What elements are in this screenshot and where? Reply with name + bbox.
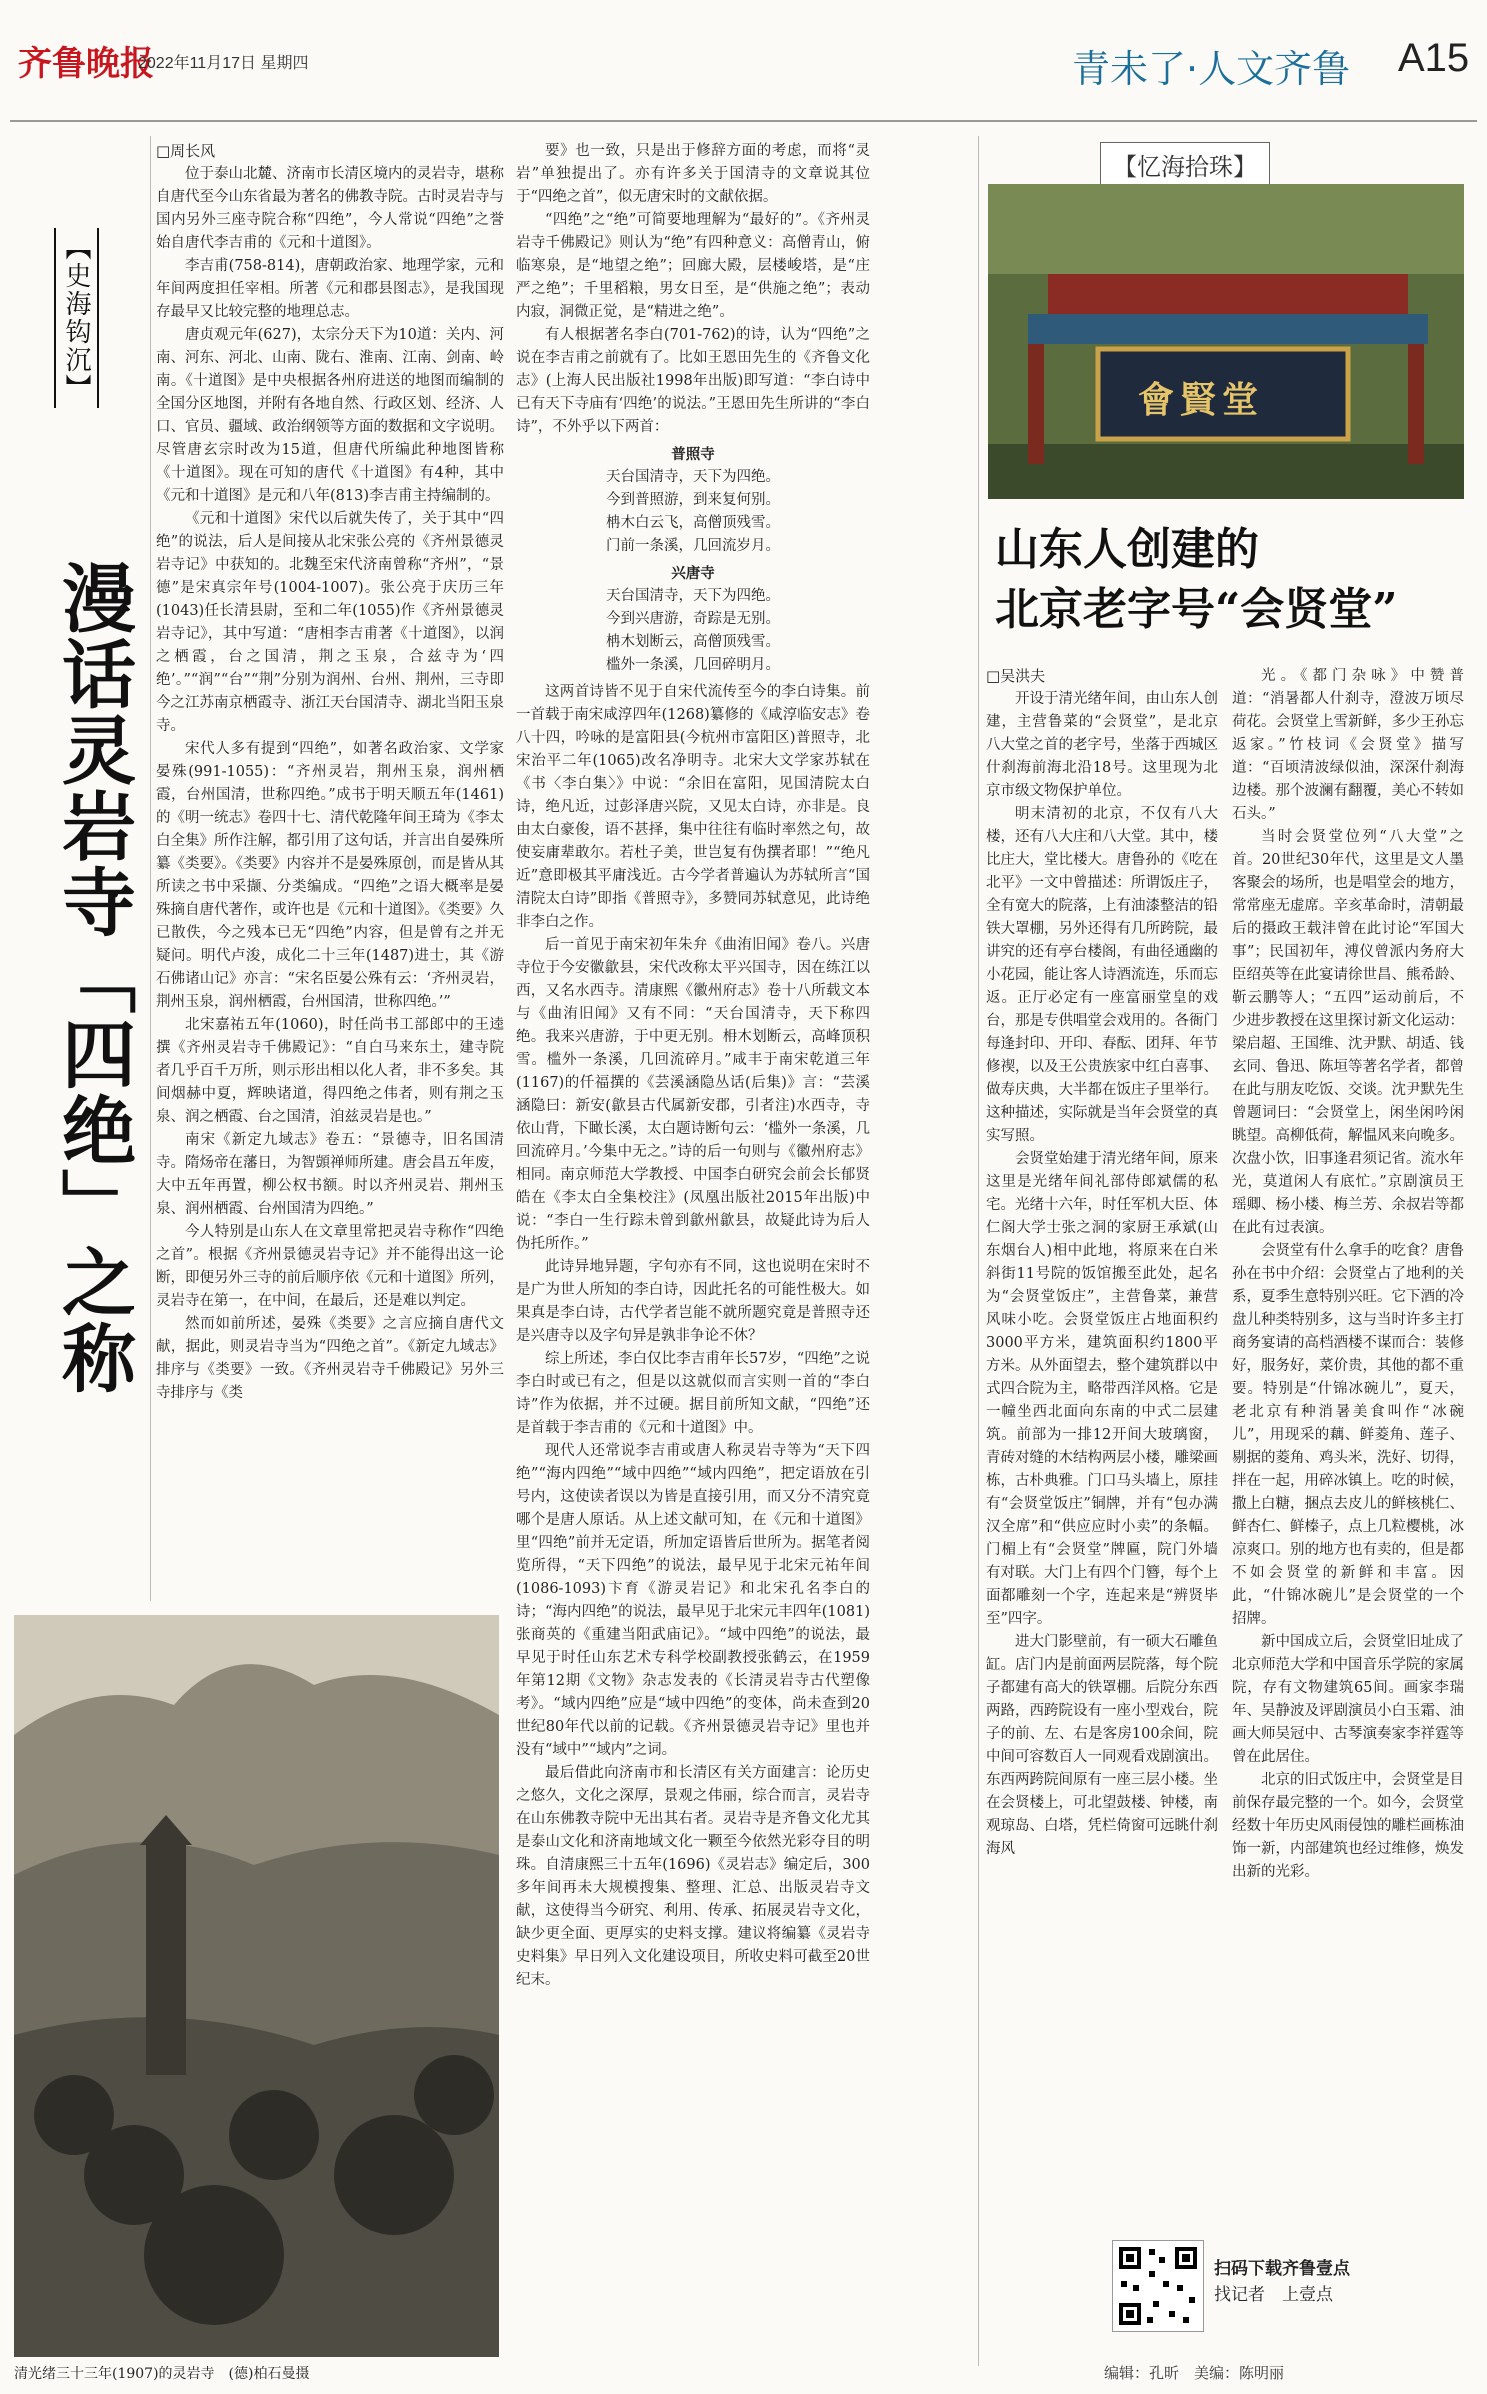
article-column-1 — [156, 140, 504, 1605]
paragraph: 会贤堂始建于清光绪年间，原来这里是光绪年间礼部侍郎斌儒的私宅。光绪十六年，时任军机大臣、体仁阁大学士张之洞的家厨王承斌(山东烟台人)相中此地，将原来在白米斜街11号院的饭馆搬至此处，起名为“会贤堂饭庄”，主营鲁菜，兼营风味小吃。会贤堂饭庄占地面积约3000平方米，建筑面积约1800平方米。从外面望去，整个建筑群以中式四合院为主，略带西洋风格。它是一幢坐西北面向东南的中式二层建筑。前部为一排12开间大玻璃窗，青砖对缝的木结构两层小楼，雕梁画栋，古朴典雅。门口马头墙上，原挂有“会贤堂饭庄”铜牌，并有“包办满汉全席”和“供应应时小卖”的条幅。门楣上有“会贤堂”牌匾，院门外墙有对联。大门上有四个门簪，每个上面都雕刻一个字，连起来是“辨贤毕至”四字。 — [986, 1151, 1218, 1627]
paragraph: 有人根据著名李白(701-762)的诗，认为“四绝”之说在李吉甫之前就有了。比如王恩田先生的《齐鲁文化志》(上海人民出版社1998年出版)即写道：“李白诗中已有天下寺庙有‘四绝’的说法。”王恩田先生所讲的“李白诗”，不外乎以下两首： — [516, 327, 870, 435]
qr-title: 扫码下载齐鲁壹点 — [1214, 2259, 1350, 2279]
paragraph: “四绝”之“绝”可简要地理解为“最好的”。《齐州灵岩寺千佛殿记》则认为“绝”有四种意义：高僧青山，俯临寒泉，是“地望之绝”；回廊大殿，层楼峻塔，是“庄严之绝”；千里稻粮，男女日至，是“供施之绝”；表动内寂，洞微正觉，是“精进之绝”。 — [516, 212, 870, 320]
paragraph: 宋代人多有提到“四绝”，如著名政治家、文学家晏殊(991-1055)：“齐州灵岩，荆州玉泉，润州栖霞，台州国清，世称四绝。”成书于明天顺五年(1461)的《明一统志》卷四十七、清代乾隆年间王琦为《李太白全集》所作注解，都引用了这句话，并言出自晏殊所纂《类要》。《类要》内容并不是晏殊原创，而是皆从其所读之书中采撷、分类编成。“四绝”之语大概率是晏殊摘自唐代著作，或许也是《元和十道图》。《类要》久已散佚，今之残本已无“四绝”内容，但是曾有之并无疑问。明代卢浚，成化二十三年(1487)进士，其《游石佛诸山记》亦言：“宋名臣晏公殊有云：‘齐州灵岩，荆州玉泉，润州栖霞，台州国清，世称四绝。’” — [156, 741, 504, 1010]
poem-xingtang — [516, 562, 870, 677]
lingyan-temple-photo — [14, 1615, 499, 2357]
column-divider — [978, 136, 979, 2366]
poem-line: 天台国清寺，天下为四绝。 — [606, 588, 780, 604]
paragraph: 会贤堂有什么拿手的吃食？唐鲁孙在书中介绍：会贤堂占了地利的关系，夏季生意特别兴旺。它下酒的冷盘儿种类特别多，这与当时许多主打商务宴请的高档酒楼不谋而合：装修好，服务好，菜价贵，其他的都不重要。特别是“什锦冰碗儿”，夏天，老北京有种消暑美食叫作“冰碗儿”，用现采的藕、鲜菱角、莲子、剔据的菱角、鸡头米，洗好、切得，拌在一起，用碎冰镇上。吃的时候，撒上白糖，捆点去皮儿的鲜核桃仁、鲜杏仁、鲜榛子，点上几粒樱桃，冰凉爽口。别的地方也有卖的，但是都不如会贤堂的新鲜和丰富。因此，“什锦冰碗儿”是会贤堂的一个招牌。 — [1232, 1243, 1464, 1627]
paragraph: 今人特别是山东人在文章里常把灵岩寺称作“四绝之首”。根据《齐州景德灵岩寺记》并不能得出这一论断，即便另外三寺的前后顺序依《元和十道图》所列，灵岩寺在第一，在中间，在最后，还是难以判定。 — [156, 1224, 504, 1309]
paragraph: 唐贞观元年(627)，太宗分天下为10道：关内、河南、河东、河北、山南、陇右、淮南、江南、剑南、岭南。《十道图》是中央根据各州府进送的地图而编制的全国分区地图，并附有各地自然、行政区划、经济、人口、官员、疆域、政治纲领等方面的数据和文字说明。尽管唐玄宗时改为15道，但唐代所编此种地图皆称《十道图》。现在可知的唐代《十道图》有4种，其中《元和十道图》是元和八年(813)李吉甫主持编制的。 — [156, 327, 504, 504]
paragraph: 北京的旧式饭庄中，会贤堂是目前保存最完整的一个。如今，会贤堂经数十年历史风雨侵蚀的雕栏画栋油饰一新，内部建筑也经过维修，焕发出新的光彩。 — [1232, 1772, 1464, 1880]
paragraph: 北宋嘉祐五年(1060)，时任尚书工部郎中的王逵撰《齐州灵岩寺千佛殿记》：“自白马来东土，建寺院者几乎百千万所，则示形出相以化人者，非不多矣。其间烟赫中夏，辉映诸道，得四绝之伟者，则有荆之玉泉、润之栖霞、台之国清，洎兹灵岩是也。” — [156, 1017, 504, 1125]
poem-line: 今到普照游，到来复何别。 — [606, 492, 780, 508]
issue-date: 2022年11月17日 星期四 — [138, 55, 309, 72]
author-byline: □周长风 — [156, 142, 216, 160]
poem-line: 柟木白云飞，高僧顶残雪。 — [606, 515, 780, 531]
paragraph: 新中国成立后，会贤堂旧址成了北京师范大学和中国音乐学院的家属院，存有文物建筑65间。画家李瑞年、吴静波及评剧演员小白玉霜、油画大师吴冠中、古琴演奏家李祥霆等曾在此居住。 — [1232, 1634, 1464, 1765]
photo-illustration — [14, 1615, 499, 2357]
photo-caption: 清光绪三十三年(1907)的灵岩寺 (德)柏石曼摄 — [14, 2366, 310, 2382]
poem-title: 普照寺 — [671, 446, 715, 463]
right-column-2 — [1232, 665, 1464, 2235]
column-tag: 【史海钩沉】 — [54, 228, 99, 408]
paragraph: 《元和十道图》宋代以后就失传了，关于其中“四绝”的说法，后人是间接从北宋张公亮的《齐州景德灵岩寺记》中获知的。北魏至宋代济南曾称“齐州”，“景德”是宋真宗年号(1004-1007)。张公亮于庆历三年(1043)任长清县尉，至和二年(1055)作《齐州景德灵岩寺记》，其中写道：“唐相李吉甫著《十道图》，以润之栖霞，台之国清，荆之玉泉，合兹寺为‘四绝’。”“润”“台”“荆”分别为润州、台州、荆州，三寺即今之江苏南京栖霞寺、浙江天台国清寺、湖北当阳玉泉寺。 — [156, 511, 504, 734]
page-number: A15 — [1398, 36, 1470, 80]
photo-illustration — [988, 184, 1464, 499]
paragraph: 综上所述，李白仅比李吉甫年长57岁，“四绝”之说李白时或已有之，但是以这就似而言实则一首的“李白诗”作为依据，并不过硬。据目前所知文献，“四绝”还是首载于李吉甫的《元和十道图》中。 — [516, 1351, 870, 1436]
title-line: 山东人创建的 — [995, 524, 1259, 575]
author-byline: □吴洪夫 — [986, 667, 1046, 685]
poem-title: 兴唐寺 — [671, 565, 715, 582]
header-rule — [10, 120, 1477, 122]
right-article-title — [995, 520, 1398, 640]
article-title: 漫话灵岩寺「四绝」之称 — [50, 560, 136, 1396]
qr-code-icon[interactable] — [1112, 2240, 1204, 2332]
paragraph: 南宋《新定九域志》卷五：“景德寺，旧名国清寺。隋炀帝在藩日，为智顗禅师所建。唐会昌五年废，大中五年再置，柳公权书额。时以齐州灵岩、荆州玉泉、润州栖霞、台州国清为四绝。” — [156, 1132, 504, 1217]
paragraph: 然而如前所述，晏殊《类要》之言应摘自唐代文献，据此，则灵岩寺当为“四绝之首”。《新定九域志》排序与《类要》一致。《齐州灵岩寺千佛殿记》另外三寺排序与《类 — [156, 1316, 504, 1401]
newspaper-logo: 齐鲁晚报 — [18, 44, 154, 84]
paragraph: 现代人还常说李吉甫或唐人称灵岩寺等为“天下四绝”“海内四绝”“域中四绝”“域内四绝”，把定语放在引号内，这使读者误以为皆是直接引用，而又分不清究竟哪个是唐人原话。从上述文献可知，在《元和十道图》里“四绝”前并无定语，所加定语皆后世所为。据笔者阅览所得，“天下四绝”的说法，最早见于北宋元祐年间(1086-1093)卞育《游灵岩记》和北宋孔名李白的诗；“海内四绝”的说法，最早见于北宋元丰四年(1081)张商英的《重建当阳武庙记》。“域中四绝”的说法，最早见于时任山东艺术专科学校副教授张鹤云，在1959年第12期《文物》杂志发表的《长清灵岩寺古代塑像考》。“域内四绝”应是“域中四绝”的变体，尚未查到20世纪80年代以前的记载。《齐州景德灵岩寺记》里也并没有“域中”“域内”之词。 — [516, 1443, 870, 1758]
poem-puzhao — [516, 443, 870, 558]
poem-line: 柟木划断云，高僧顶残雪。 — [606, 634, 780, 650]
column-tag-right: 【忆海拾珠】 — [1100, 142, 1270, 187]
poem-line: 门前一条溪，几回流岁月。 — [606, 538, 780, 554]
paragraph: 进大门影壁前，有一硕大石雕鱼缸。店门内是前面两层院落，每个院子都建有高大的铁罩棚。后院分东西两路，西跨院设有一座小型戏台，院子的前、左、右是客房100余间，院中间可容数百人一同观看戏剧演出。东西两跨院间原有一座三层小楼。坐在会贤楼上，可北望鼓楼、钟楼，南观琼岛、白塔，凭栏倚窗可远眺什刹海风 — [986, 1634, 1218, 1857]
paragraph: 后一首见于南宋初年朱弁《曲洧旧闻》卷八。兴唐寺位于今安徽歙县，宋代改称太平兴国寺，因在练江以西，又名水西寺。清康熙《徽州府志》卷十八所载文本与《曲洧旧闻》又有不同：“天台国清寺，天下称四绝。我来兴唐游，于中更无别。枏木划断云，高峰顶积雪。槛外一条溪，几回流碎月。”咸丰于南宋乾道三年(1167)的仟福撰的《芸溪涵隐丛话(后集)》言：“芸溪涵隐曰：新安(歙县古代属新安郡，引者注)水西寺，寺依山背，下瞰长溪，太白题诗断句云：‘槛外一条溪，几回流碎月。’今集中无之。”诗的后一句则与《徽州府志》相同。南京师范大学教授、中国李白研究会前会长郁贤皓在《李太白全集校注》(凤凰出版社2015年出版)中说：“李白一生行踪未曾到歙州歙县，故疑此诗为后人伪托所作。” — [516, 937, 870, 1252]
paragraph: 李吉甫(758-814)，唐朝政治家、地理学家，元和年间两度担任宰相。所著《元和郡县图志》，是我国现存最早又比较完整的地理总志。 — [156, 258, 504, 320]
paragraph: 要》也一致，只是出于修辞方面的考虑，而将“灵岩”单独提出了。亦有许多关于国清寺的文章说其位于“四绝之首”，似无唐宋时的文献依据。 — [516, 143, 870, 205]
qr-subtitle: 找记者 上壹点 — [1214, 2285, 1333, 2305]
right-column-1 — [986, 665, 1218, 2235]
paragraph: 最后借此向济南市和长清区有关方面建言：论历史之悠久，文化之深厚，景观之伟丽，综合而言，灵岩寺在山东佛教寺院中无出其右者。灵岩寺是齐鲁文化尤其是泰山文化和济南地域文化一颗至今依然光彩夺目的明珠。自清康熙三十五年(1696)《灵岩志》编定后，300多年间再未大规模搜集、整理、汇总、出版灵岩寺文献，这使得当今研究、利用、传承、拓展灵岩寺文化，缺少更全面、更厚实的史料支撑。建议将编纂《灵岩寺史料集》早日列入文化建设项目，所收史料可截至20世纪末。 — [516, 1765, 870, 1988]
paragraph: 位于泰山北麓、济南市长清区境内的灵岩寺，堪称自唐代至今山东省最为著名的佛教寺院。古时灵岩寺与国内另外三座寺院合称“四绝”，今人常说“四绝”之誉始自唐代李吉甫的《元和十道图》。 — [156, 166, 504, 251]
poem-line: 槛外一条溪，几回碎明月。 — [606, 657, 780, 673]
paragraph: 开设于清光绪年间，由山东人创建，主营鲁菜的“会贤堂”，是北京八大堂之首的老字号，坐落于西城区什刹海前海北沿18号。这里现为北京市级文物保护单位。 — [986, 691, 1218, 799]
paragraph: 明末清初的北京，不仅有八大楼，还有八大庄和八大堂。其中，楼比庄大，堂比楼大。唐鲁孙的《吃在北平》一文中曾描述：所谓饭庄子，全有宽大的院落，上有油漆整洁的铅铁大罩棚，另外还得有几所跨院，最讲究的还有亭台楼阁，有曲径通幽的小花园，能让客人诗酒流连，乐而忘返。正厅必定有一座富丽堂皇的戏台，那是专供唱堂会戏用的。各衙门每逢封印、开印、春酝、团拜、年节修禊，以及王公贵族家中红白喜事、做寿庆典，大半都在饭庄子里举行。这种描述，实际就是当年会贤堂的真实写照。 — [986, 806, 1218, 1144]
paragraph: 光。《都门杂咏》中赞普道：“消暑都人什刹寺，澄波万顷尽荷花。会贤堂上雪新鲜，多少王孙忘返家。”竹枝词《会贤堂》描写道：“百顷清波绿似油，深深什刹海边楼。那个波澜有翻覆，美心不转如石头。” — [1232, 668, 1464, 822]
article-column-2 — [516, 140, 870, 2380]
editor-credit: 编辑：孔昕 美编：陈明丽 — [1104, 2364, 1285, 2382]
masthead — [0, 0, 1487, 120]
poem-line: 天台国清寺，天下为四绝。 — [606, 469, 780, 485]
paragraph: 当时会贤堂位列“八大堂”之首。20世纪30年代，这里是文人墨客聚会的场所，也是唱堂会的地方，常常座无虚席。辛亥革命时，清朝最后的摄政王载沣曾在此讨论“军国大事”；民国初年，溥仪曾派内务府大臣绍英等在此宴请徐世昌、熊希龄、靳云鹏等人；“五四”运动前后，不少进步教授在这里探讨新文化运动：梁启超、王国维、沈尹默、胡适、钱玄同、鲁迅、陈垣等著名学者，都曾在此与朋友吃饭、交谈。沈尹默先生曾题词曰：“会贤堂上，闲坐闲吟闲眺望。高柳低荷，解愠风来向晚多。次盘小饮，旧事逢君须记省。流水年光，莫道闲人有底忙。”京剧演员王瑶卿、杨小楼、梅兰芳、余叔岩等都在此有过表演。 — [1232, 829, 1464, 1236]
section-title: 青未了·人文齐鲁 — [1072, 47, 1351, 91]
poem-line: 今到兴唐游，奇踪是无别。 — [606, 611, 780, 627]
title-line: 北京老字号“会贤堂” — [995, 584, 1398, 635]
paragraph: 此诗异地异题，字句亦有不同，这也说明在宋时不是广为世人所知的李白诗，因此托名的可能性极大。如果真是李白诗，古代学者岂能不就所题究竟是普照寺还是兴唐寺以及字句异是孰非争论不休？ — [516, 1259, 870, 1344]
huixiantang-photo — [988, 184, 1464, 499]
qr-label — [1214, 2256, 1350, 2308]
paragraph: 这两首诗皆不见于自宋代流传至今的李白诗集。前一首载于南宋咸淳四年(1268)纂修的《咸淳临安志》卷八十四，吟咏的是富阳县(今杭州市富阳区)普照寺，北宋治平二年(1065)改名净明寺。北宋大文学家苏轼在《书〈李白集〉》中说：“余旧在富阳，见国清院太白诗，绝凡近，过彭泽唐兴院，又见太白诗，亦非是。良由太白豪俊，语不甚择，集中往往有临时率然之句，故使妄庸辈敢尔。若杜子美，世岂复有伪撰者耶！”“绝凡近”意即极其平庸浅近。古今学者普遍认为苏轼所言“国清院太白诗”即指《普照寺》，多赞同苏轼意见，此诗绝非李白之作。 — [516, 684, 870, 930]
plaque-text: 會賢堂 — [1138, 379, 1265, 421]
column-divider — [150, 136, 151, 1601]
